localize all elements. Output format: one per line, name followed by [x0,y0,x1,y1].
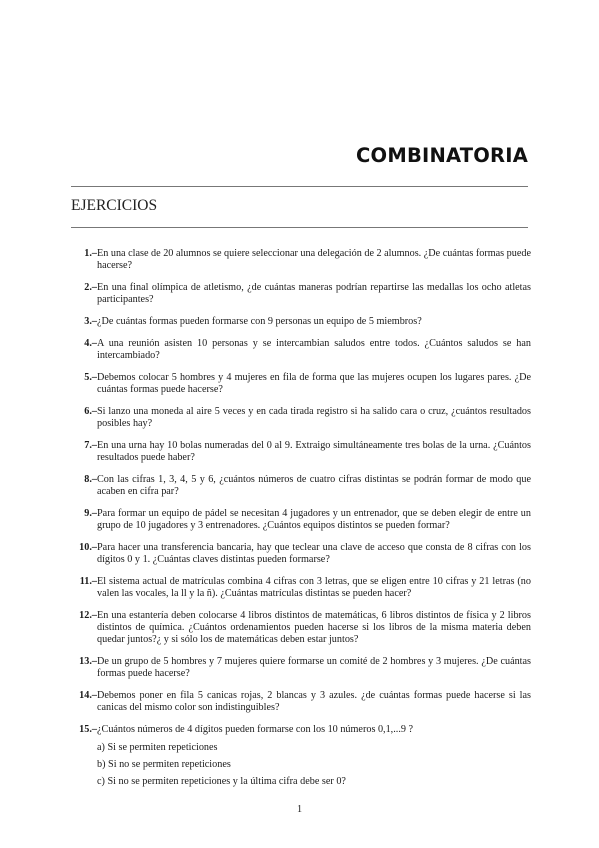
exercise-number: 4.– [84,338,97,349]
exercise-text: El sistema actual de matrículas combina 4 cifras con 3 letras, que se eligen entre 10 cifras y 21 letras (no valen las vocales, la ll y la ñ). ¿Cuántas matrículas distintas se pueden hacer? [97,576,531,599]
exercise-text: En una urna hay 10 bolas numeradas del 0 al 9. Extraigo simultáneamente tres bolas de la urna. ¿Cuántos resultados puede haber? [97,440,531,463]
exercise-number: 7.– [84,440,97,451]
exercise-number: 6.– [84,406,97,417]
exercise-subparts [97,742,531,788]
exercise-text: Debemos poner en fila 5 canicas rojas, 2 blancas y 3 azules. ¿de cuántas formas puede hacerse si las canicas del mismo color son indistinguibles? [97,690,531,713]
exercise-subpart: a) Si se permiten repeticiones [97,742,218,753]
exercise-text: ¿De cuántas formas pueden formarse con 9 personas un equipo de 5 miembros? [97,316,422,327]
exercise-number: 12.– [79,610,97,621]
section-heading: EJERCICIOS [71,197,158,214]
exercise-number: 2.– [84,282,97,293]
exercise-text: Debemos colocar 5 hombres y 4 mujeres en fila de forma que las mujeres ocupen los lugares pares. ¿De cuántas formas puede hacerse? [97,372,531,395]
exercise-text: En una clase de 20 alumnos se quiere seleccionar una delegación de 2 alumnos. ¿De cuántas formas puede hacerse? [97,248,531,271]
exercise-number: 3.– [84,316,97,327]
exercise-item [71,282,531,306]
exercise-number: 10.– [79,542,97,553]
exercise-number: 8.– [84,474,97,485]
exercise-item [71,724,531,788]
exercise-list [71,248,531,798]
top-divider [71,186,528,187]
exercise-number: 15.– [79,724,97,735]
exercise-subpart: c) Si no se permiten repeticiones y la última cifra debe ser 0? [97,776,346,787]
exercise-item [71,576,531,600]
exercise-item [71,508,531,532]
exercise-text: En una estantería deben colocarse 4 libros distintos de matemáticas, 6 libros distintos de física y 2 libros distintos de química. ¿Cuántos ordenamientos pueden hacerse si los libros de la misma materia deben quedar juntos?¿ y si sólo los de matemáticas deben estar juntos? [97,610,531,645]
exercise-text: Para formar un equipo de pádel se necesitan 4 jugadores y un entrenador, que se deben elegir de entre un grupo de 10 jugadores y 3 entrenadores. ¿Cuántos equipos distintos se pueden formar? [97,508,531,531]
exercise-subpart: b) Si no se permiten repeticiones [97,759,231,770]
exercise-item [71,406,531,430]
exercise-number: 1.– [84,248,97,259]
exercise-text: De un grupo de 5 hombres y 7 mujeres quiere formarse un comité de 2 hombres y 3 mujeres. ¿De cuántas formas puede hacerse? [97,656,531,679]
exercise-item [71,542,531,566]
exercise-number: 5.– [84,372,97,383]
exercise-number: 14.– [79,690,97,701]
exercise-item [71,372,531,396]
section-divider [71,227,528,228]
exercise-item [71,610,531,646]
exercise-number: 13.– [79,656,97,667]
exercise-number: 11.– [79,576,97,587]
exercise-item [71,690,531,714]
exercise-text: Si lanzo una moneda al aire 5 veces y en cada tirada registro si ha salido cara o cruz, ¿cuántos resultados posibles hay? [97,406,531,429]
exercise-item [71,440,531,464]
exercise-item [71,656,531,680]
exercise-text: A una reunión asisten 10 personas y se intercambian saludos entre todos. ¿Cuántos saludos se han intercambiado? [97,338,531,361]
exercise-item [71,474,531,498]
exercise-number: 9.– [84,508,97,519]
exercise-item [71,248,531,272]
exercise-item [71,316,531,328]
exercise-text: Con las cifras 1, 3, 4, 5 y 6, ¿cuántos números de cuatro cifras distintas se podrán formar de modo que acaben en cifra par? [97,474,531,497]
exercise-item [71,338,531,362]
exercise-text: Para hacer una transferencia bancaria, hay que teclear una clave de acceso que consta de 8 cifras con los dígitos 0 y 1. ¿Cuántas claves distintas pueden formarse? [97,542,531,565]
document-title: COMBINATORIA [356,144,528,167]
exercise-text: En una final olímpica de atletismo, ¿de cuántas maneras podrían repartirse las medallas los ocho atletas participantes? [97,282,531,305]
exercise-text: ¿Cuántos números de 4 dígitos pueden formarse con los 10 números 0,1,...9 ? [97,724,414,735]
page-number: 1 [296,804,303,815]
